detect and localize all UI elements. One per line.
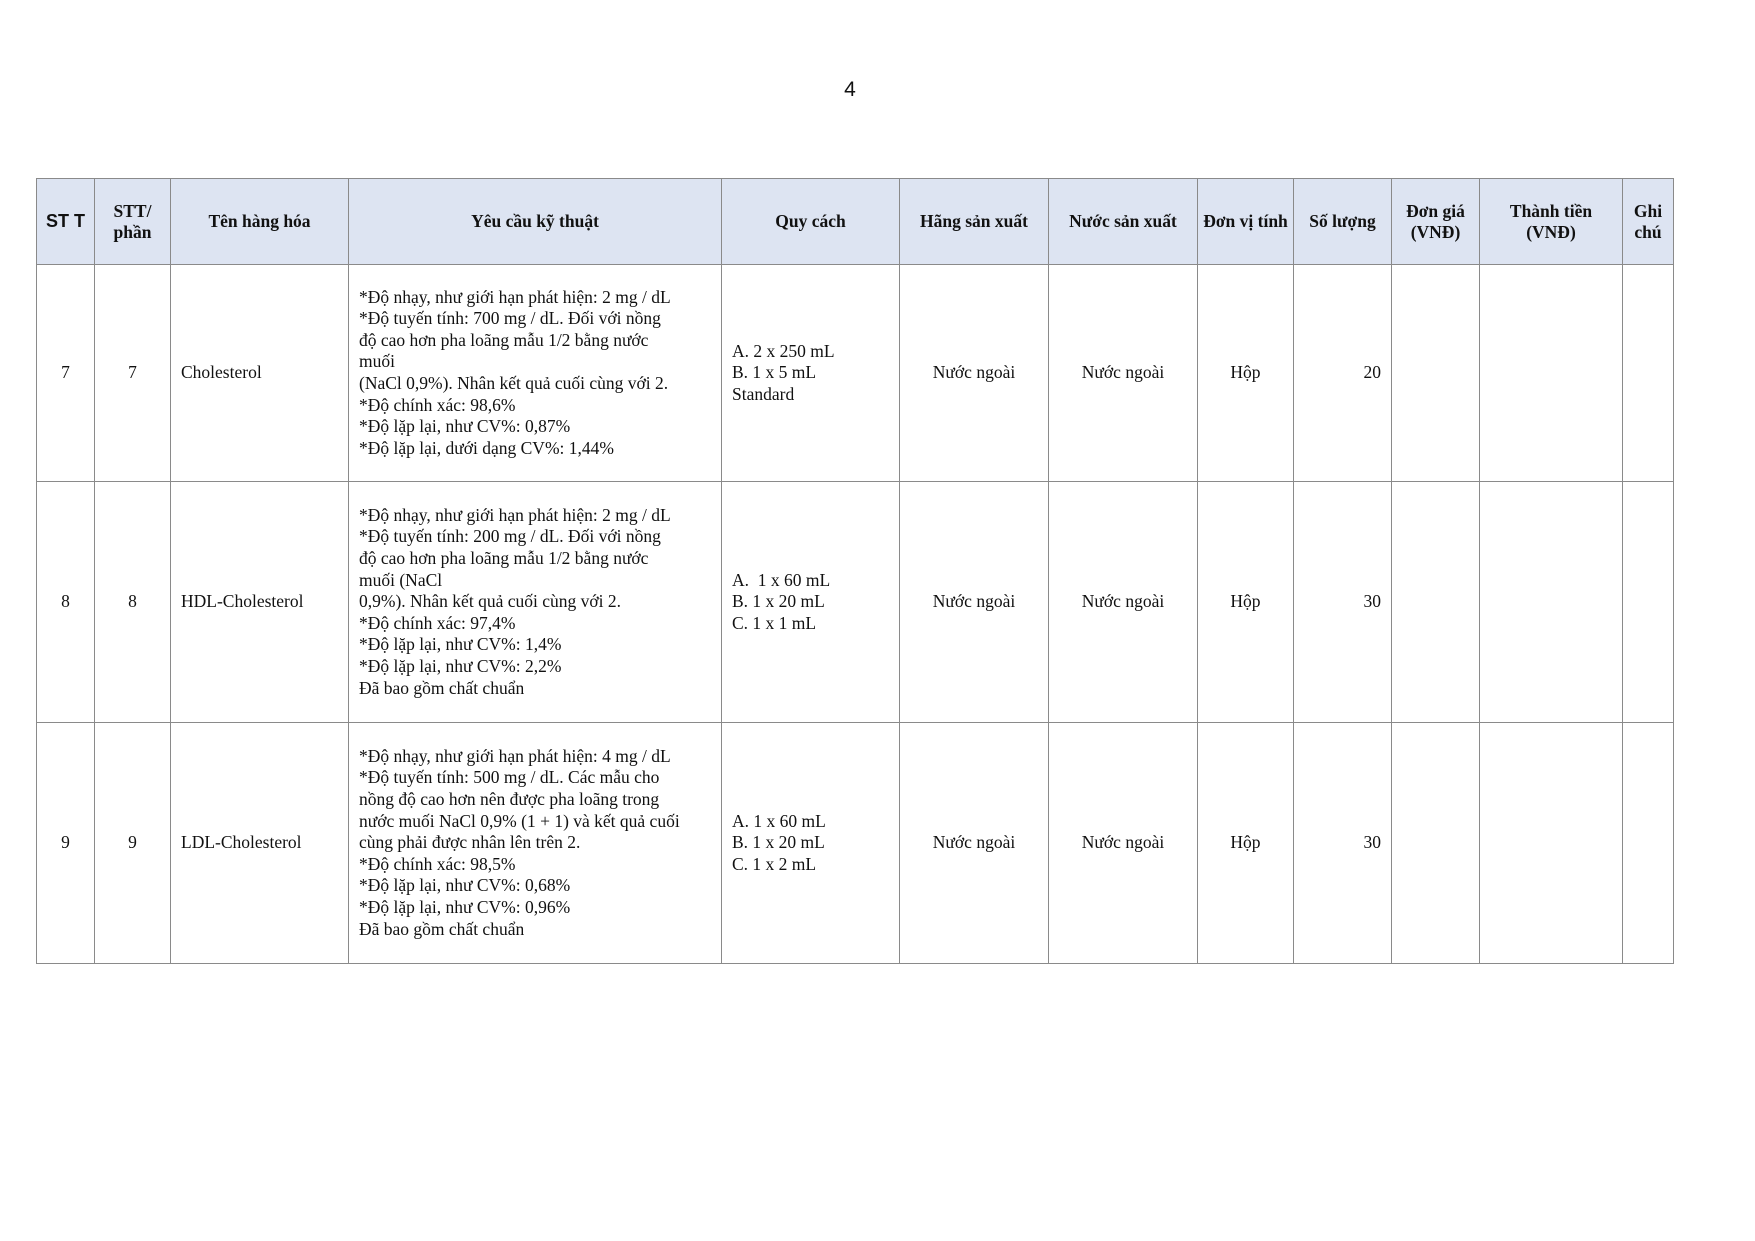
spec-line: *Độ tuyến tính: 500 mg / dL. Các mẫu cho	[359, 767, 660, 788]
spec-line: (NaCl 0,9%). Nhân kết quả cuối cùng với 2.	[359, 373, 669, 393]
cell-unit-price	[1392, 265, 1480, 482]
page-number: 4	[844, 78, 856, 101]
cell-stt-phan: 9	[95, 723, 171, 964]
cell-stt: 7	[37, 265, 95, 482]
spec-line: độ cao hơn pha loãng mẫu 1/2 bằng nước	[359, 548, 649, 569]
spec-line: độ cao hơn pha loãng mẫu 1/2 bằng nước	[359, 329, 649, 350]
cell-quantity: 30	[1294, 723, 1392, 964]
pack-line: Standard	[732, 383, 795, 404]
pack-line: A. 1 x 60 mL	[732, 569, 831, 590]
cell-technical-requirements	[349, 723, 722, 964]
cell-quantity: 20	[1294, 265, 1392, 482]
header-quantity: Số lượng	[1294, 179, 1392, 265]
spec-line: *Độ nhạy, như giới hạn phát hiện: 4 mg / dL	[359, 745, 671, 766]
cell-technical-requirements	[349, 265, 722, 482]
pack-line: A. 2 x 250 mL	[732, 340, 835, 361]
header-stt: ST T	[37, 179, 95, 265]
spec-line: *Độ tuyến tính: 700 mg / dL. Đối với nồng	[359, 308, 661, 329]
spec-line: 0,9%). Nhân kết quả cuối cùng với 2.	[359, 591, 621, 612]
table-row	[37, 265, 1674, 482]
pack-line: C. 1 x 1 mL	[732, 612, 817, 633]
cell-quantity: 30	[1294, 482, 1392, 723]
spec-line: *Độ nhạy, như giới hạn phát hiện: 2 mg / dL	[359, 286, 671, 307]
cell-manufacturer: Nước ngoài	[900, 723, 1049, 964]
pack-line: B. 1 x 20 mL	[732, 591, 825, 612]
spec-line: *Độ chính xác: 98,6%	[359, 394, 516, 415]
spec-line: nước muối NaCl 0,9% (1 + 1) và kết quả cuối	[359, 810, 680, 831]
cell-stt: 8	[37, 482, 95, 723]
cell-stt-phan: 8	[95, 482, 171, 723]
cell-unit-price	[1392, 482, 1480, 723]
spec-line: Đã bao gồm chất chuẩn	[359, 677, 525, 698]
cell-total	[1480, 482, 1623, 723]
spec-line: *Độ lặp lại, dưới dạng CV%: 1,44%	[359, 437, 614, 458]
header-manufacturer: Hãng sản xuất	[900, 179, 1049, 265]
cell-unit: Hộp	[1198, 723, 1294, 964]
cell-manufacturer: Nước ngoài	[900, 265, 1049, 482]
pack-line: B. 1 x 5 mL	[732, 362, 817, 383]
cell-unit: Hộp	[1198, 265, 1294, 482]
spec-line: *Độ tuyến tính: 200 mg / dL. Đối với nồng	[359, 526, 661, 547]
cell-stt: 9	[37, 723, 95, 964]
header-note: Ghi chú	[1623, 179, 1674, 265]
spec-line: *Độ chính xác: 98,5%	[359, 853, 516, 874]
cell-packaging	[722, 265, 900, 482]
table-row	[37, 723, 1674, 964]
spec-line: nồng độ cao hơn nên được pha loãng trong	[359, 789, 660, 810]
cell-product-name: HDL-Cholesterol	[171, 482, 349, 723]
header-product-name: Tên hàng hóa	[171, 179, 349, 265]
specification-table	[36, 178, 1674, 964]
cell-unit-price	[1392, 723, 1480, 964]
header-country: Nước sản xuất	[1049, 179, 1198, 265]
cell-stt-phan: 7	[95, 265, 171, 482]
header-packaging: Quy cách	[722, 179, 900, 265]
header-technical-requirements: Yêu cầu kỹ thuật	[349, 179, 722, 265]
cell-packaging	[722, 723, 900, 964]
cell-product-name: LDL-Cholesterol	[171, 723, 349, 964]
pack-line: A. 1 x 60 mL	[732, 810, 826, 831]
header-row	[37, 179, 1674, 265]
spec-line: cùng phải được nhân lên trên 2.	[359, 832, 581, 853]
header-unit: Đơn vị tính	[1198, 179, 1294, 265]
spec-line: muối	[359, 351, 395, 372]
cell-total	[1480, 723, 1623, 964]
spec-line: *Độ nhạy, như giới hạn phát hiện: 2 mg / dL	[359, 504, 671, 525]
spec-line: *Độ lặp lại, như CV%: 1,4%	[359, 634, 562, 655]
cell-technical-requirements	[349, 482, 722, 723]
spec-line: *Độ lặp lại, như CV%: 2,2%	[359, 655, 562, 676]
cell-total	[1480, 265, 1623, 482]
cell-note	[1623, 265, 1674, 482]
spec-line: Đã bao gồm chất chuẩn	[359, 918, 525, 939]
spec-line: *Độ lặp lại, như CV%: 0,68%	[359, 875, 571, 896]
cell-note	[1623, 482, 1674, 723]
cell-product-name: Cholesterol	[171, 265, 349, 482]
cell-unit: Hộp	[1198, 482, 1294, 723]
pack-line: C. 1 x 2 mL	[732, 853, 817, 874]
cell-manufacturer: Nước ngoài	[900, 482, 1049, 723]
header-stt-phan: STT/ phần	[95, 179, 171, 265]
cell-country: Nước ngoài	[1049, 265, 1198, 482]
cell-packaging	[722, 482, 900, 723]
spec-line: muối (NaCl	[359, 569, 443, 590]
header-total: Thành tiền (VNĐ)	[1480, 179, 1623, 265]
spec-line: *Độ lặp lại, như CV%: 0,96%	[359, 896, 571, 917]
table-row	[37, 482, 1674, 723]
cell-note	[1623, 723, 1674, 964]
spec-line: *Độ lặp lại, như CV%: 0,87%	[359, 416, 571, 437]
pack-line: B. 1 x 20 mL	[732, 832, 825, 853]
cell-country: Nước ngoài	[1049, 482, 1198, 723]
spec-line: *Độ chính xác: 97,4%	[359, 612, 516, 633]
header-unit-price: Đơn giá (VNĐ)	[1392, 179, 1480, 265]
cell-country: Nước ngoài	[1049, 723, 1198, 964]
